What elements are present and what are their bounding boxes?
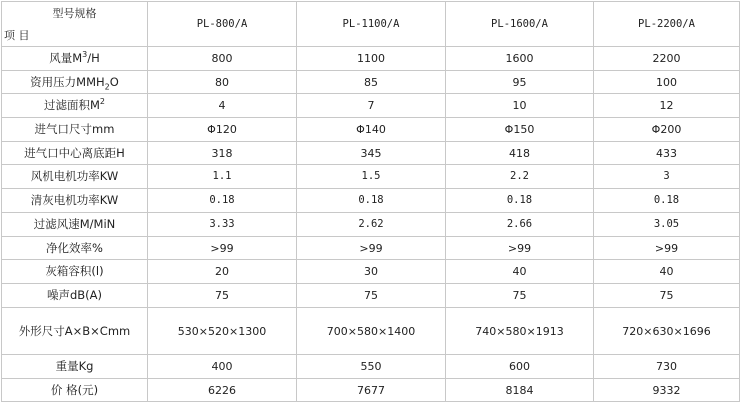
table-cell: 75 [446, 284, 594, 308]
table-row [2, 284, 740, 308]
corner-bottom-label: 项 目 [4, 28, 30, 42]
table-row [2, 189, 740, 213]
table-cell: 730 [594, 355, 740, 379]
table-cell: >99 [446, 237, 594, 260]
table-cell: Φ150 [446, 118, 594, 142]
table-cell: 100 [594, 71, 740, 94]
table-cell: 345 [297, 142, 446, 165]
corner-top-label: 型号规格 [52, 6, 97, 20]
table-cell: 20 [148, 260, 297, 284]
table-cell: 418 [446, 142, 594, 165]
table-row [2, 355, 740, 379]
table-row [2, 118, 740, 142]
table-cell: 530×520×1300 [148, 308, 297, 355]
table-cell: 40 [594, 260, 740, 284]
header-corner-cell [2, 2, 148, 47]
row-label-air-volume: 风量$M^3/H$ [2, 47, 148, 71]
table-row [2, 379, 740, 402]
row-label-cleaning-power: 清灰电机功率KW [2, 189, 148, 213]
row-label-filter-velocity: 过滤风速M/MiN [2, 213, 148, 237]
row-label-dimensions: 外形尺寸A×B×Cmm [2, 308, 148, 355]
table-row [2, 260, 740, 284]
table-cell: 7677 [297, 379, 446, 402]
table-cell: 2.62 [297, 213, 446, 237]
table-cell: 0.18 [446, 189, 594, 213]
table-cell: 1.1 [148, 165, 297, 189]
table-cell: 1.5 [297, 165, 446, 189]
spec-table [1, 1, 740, 402]
table-cell: 1100 [297, 47, 446, 71]
table-cell: 10 [446, 94, 594, 118]
table-cell: 400 [148, 355, 297, 379]
row-label-inlet-height: 进气口中心离底距H [2, 142, 148, 165]
table-cell: 6226 [148, 379, 297, 402]
table-cell: 85 [297, 71, 446, 94]
row-label-filter-area: 过滤面积$M^2$ [2, 94, 148, 118]
table-row [2, 94, 740, 118]
table-cell: 80 [148, 71, 297, 94]
table-cell: 75 [297, 284, 446, 308]
table-row [2, 165, 740, 189]
table-cell: >99 [148, 237, 297, 260]
table-cell: Φ200 [594, 118, 740, 142]
table-row [2, 213, 740, 237]
row-label-efficiency: 净化效率% [2, 237, 148, 260]
table-cell: Φ140 [297, 118, 446, 142]
table-row [2, 142, 740, 165]
row-label-pressure: 资用压力$MMH_2O$ [2, 71, 148, 94]
row-label-noise: 噪声dB(A) [2, 284, 148, 308]
table-cell: 2.2 [446, 165, 594, 189]
header-row [2, 2, 740, 47]
table-cell: 2200 [594, 47, 740, 71]
row-label-weight: 重量Kg [2, 355, 148, 379]
table-cell: 0.18 [594, 189, 740, 213]
row-label-price: 价 格(元) [2, 379, 148, 402]
table-cell: >99 [594, 237, 740, 260]
table-cell: 433 [594, 142, 740, 165]
table-cell: >99 [297, 237, 446, 260]
table-cell: 800 [148, 47, 297, 71]
table-cell: 600 [446, 355, 594, 379]
table-cell: 75 [148, 284, 297, 308]
table-cell: 740×580×1913 [446, 308, 594, 355]
table-row [2, 47, 740, 71]
table-cell: 3.05 [594, 213, 740, 237]
model-header-1: PL-800/A [148, 2, 297, 47]
table-cell: 318 [148, 142, 297, 165]
table-cell: Φ120 [148, 118, 297, 142]
table-cell: 9332 [594, 379, 740, 402]
model-header-4: PL-2200/A [594, 2, 740, 47]
table-cell: 40 [446, 260, 594, 284]
table-cell: 75 [594, 284, 740, 308]
table-cell: 95 [446, 71, 594, 94]
table-cell: 2.66 [446, 213, 594, 237]
table-cell: 700×580×1400 [297, 308, 446, 355]
table-cell: 1600 [446, 47, 594, 71]
table-cell: 3 [594, 165, 740, 189]
table-cell: 720×630×1696 [594, 308, 740, 355]
table-cell: 0.18 [148, 189, 297, 213]
table-cell: 8184 [446, 379, 594, 402]
model-header-2: PL-1100/A [297, 2, 446, 47]
row-label-dust-box: 灰箱容积(l) [2, 260, 148, 284]
table-cell: 12 [594, 94, 740, 118]
table-row [2, 237, 740, 260]
table-cell: 4 [148, 94, 297, 118]
row-label-fan-power: 风机电机功率KW [2, 165, 148, 189]
table-row [2, 308, 740, 355]
model-header-3: PL-1600/A [446, 2, 594, 47]
table-cell: 3.33 [148, 213, 297, 237]
table-cell: 30 [297, 260, 446, 284]
table-row [2, 71, 740, 94]
table-cell: 7 [297, 94, 446, 118]
table-cell: 0.18 [297, 189, 446, 213]
row-label-inlet-size: 进气口尺寸mm [2, 118, 148, 142]
table-cell: 550 [297, 355, 446, 379]
